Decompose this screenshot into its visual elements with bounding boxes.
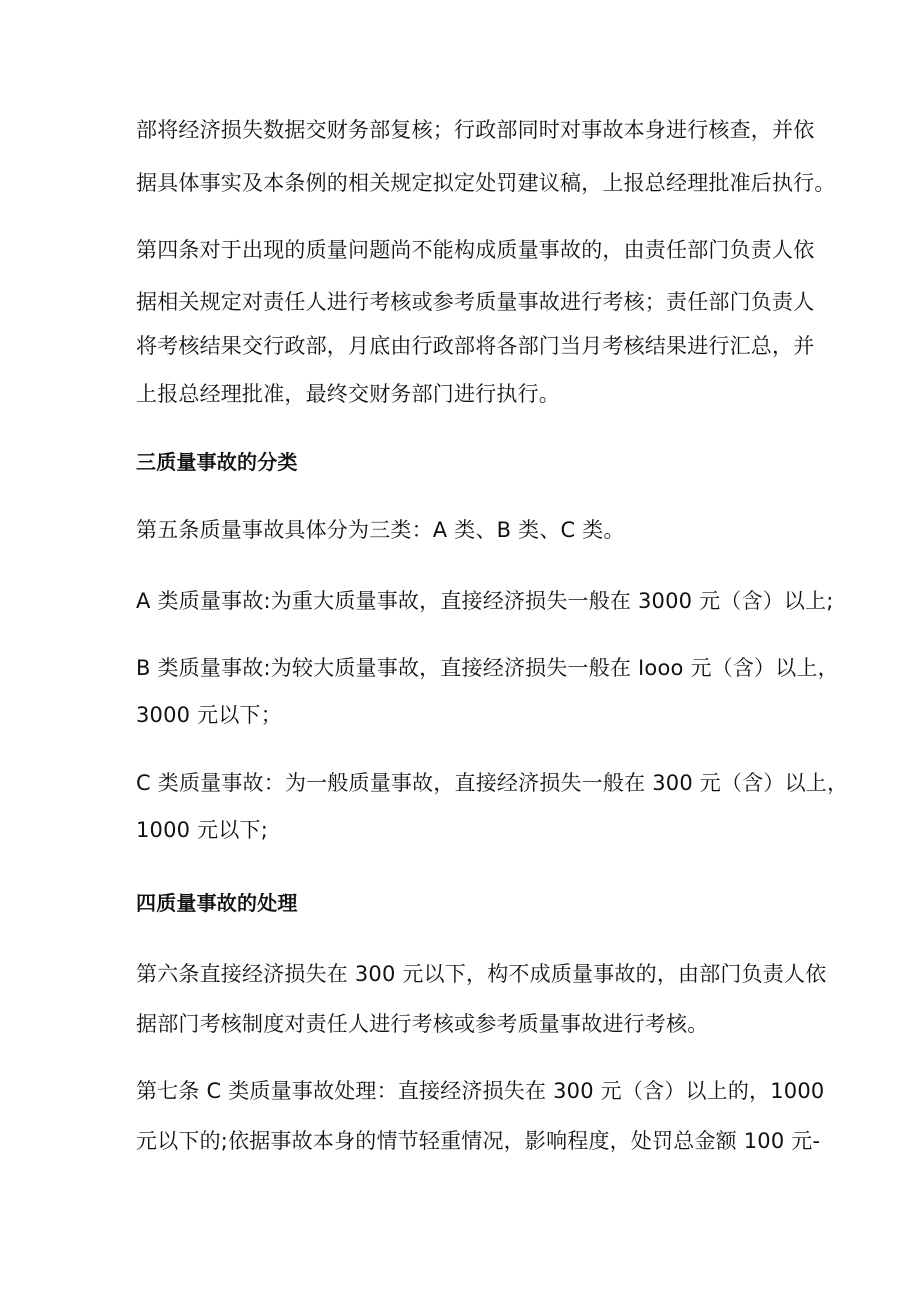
article-4-line: 第四条对于出现的质量问题尚不能构成质量事故的，由责任部门负责人依 [136,238,815,262]
paragraph-line: 将考核结果交行政部，月底由行政部将各部门当月考核结果进行汇总，并 [136,334,815,358]
section-heading-handling: 四质量事故的处理 [136,891,298,915]
paragraph-line: 1000 元以下; [136,818,268,842]
class-a-line: A 类质量事故:为重大质量事故，直接经济损失一般在 3000 元（含）以上; [136,589,834,613]
paragraph-line: 上报总经理批准，最终交财务部门进行执行。 [136,382,560,406]
paragraph-line: 元以下的;依据事故本身的情节轻重情况，影响程度，处罚总金额 100 元- [136,1129,821,1153]
article-6-line: 第六条直接经济损失在 300 元以下，构不成质量事故的，由部门负责人依 [136,962,827,986]
article-5-line: 第五条质量事故具体分为三类：A 类、B 类、C 类。 [136,518,625,542]
class-b-line: B 类质量事故:为较大质量事故，直接经济损失一般在 Iooo 元（含）以上， [136,656,839,680]
paragraph-line: 部将经济损失数据交财务部复核；行政部同时对事故本身进行核查，并依 [136,118,815,142]
class-c-line: C 类质量事故：为一般质量事故，直接经济损失一般在 300 元（含）以上， [136,771,849,795]
section-heading-classification: 三质量事故的分类 [136,450,298,474]
paragraph-line: 据相关规定对责任人进行考核或参考质量事故进行考核；责任部门负责人 [136,290,815,314]
article-7-line: 第七条 C 类质量事故处理：直接经济损失在 300 元（含）以上的，1000 [136,1079,825,1103]
paragraph-line: 3000 元以下； [136,703,282,727]
paragraph-line: 据部门考核制度对责任人进行考核或参考质量事故进行考核。 [136,1012,709,1036]
paragraph-line: 据具体事实及本条例的相关规定拟定处罚建议稿，上报总经理批准后执行。 [136,171,836,195]
